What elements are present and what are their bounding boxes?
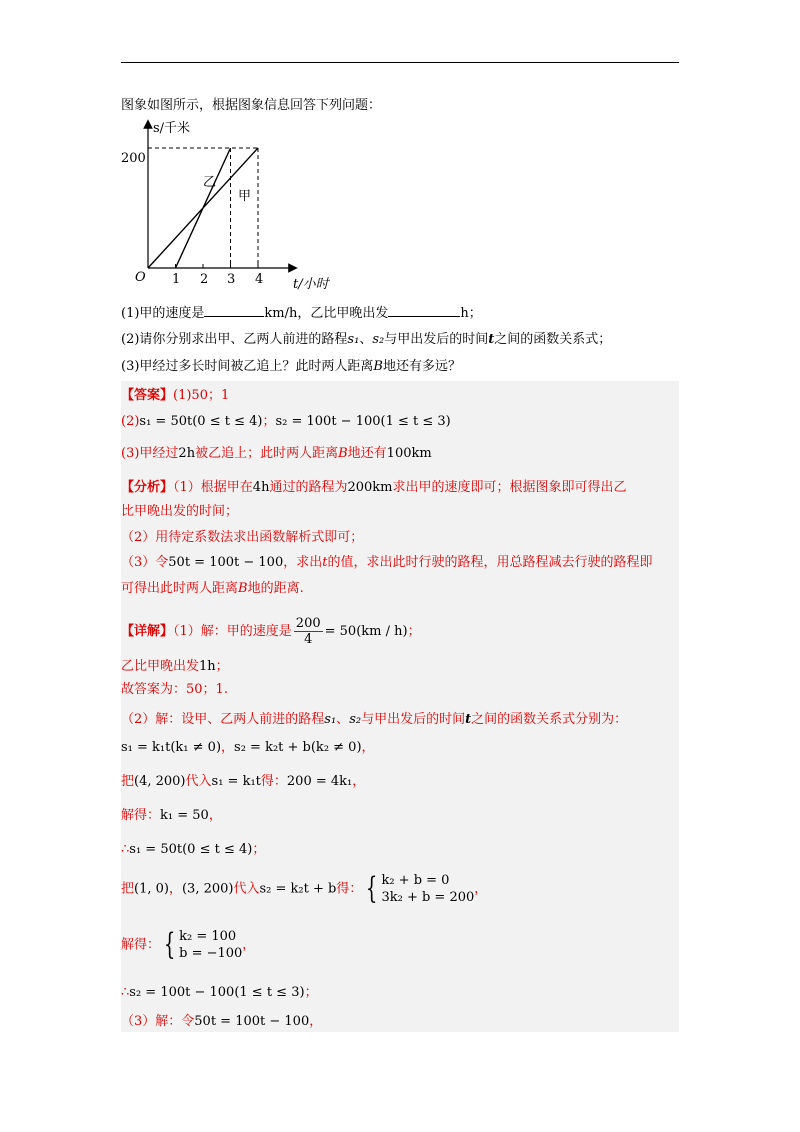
question-3: (3)甲经过多长时间被乙追上？此时两人距离B地还有多远？ [121, 359, 461, 374]
detail-line-2: 乙比甲晚出发1h； [121, 659, 229, 674]
x-tick-3: 3 [227, 272, 236, 287]
y-tick-200: 200 [121, 151, 146, 166]
answer-line-2: (2)s₁ = 50t(0 ≤ t ≤ 4)；s₂ = 100t − 100(1 ≤ t ≤ 3) [121, 414, 451, 429]
detail-line-12: （3）解：令50t = 100t − 100， [121, 1014, 323, 1029]
detail-line-4: （2）解：设甲、乙两人前进的路程s₁、s₂与甲出发后的时间t之间的函数关系式分别为： [121, 712, 628, 727]
question-1: (1)甲的速度是 km/h，乙比甲晚出发 h； [121, 302, 482, 324]
detail-line-5: s₁ = k₁t(k₁ ≠ 0)，s₂ = k₂t + b(k₂ ≠ 0)， [121, 740, 375, 755]
x-tick-1: 1 [172, 272, 181, 287]
detail-line-10: 解得： { k₂ = 100 b = −100 ， [121, 927, 256, 962]
detail-line-8: ∴s₁ = 50t(0 ≤ t ≤ 4)； [121, 842, 266, 857]
speed-fraction: $\frac{200}{4}$ [295, 616, 321, 647]
series-line-yi [176, 148, 231, 268]
line-yi-label: 乙 [203, 175, 217, 190]
answer-blank-1 [204, 302, 264, 317]
answer-blank-2 [388, 302, 460, 317]
detail-line-1: 【详解】（1）解：甲的速度是 $\frac{200}{4}$ = 50(km / h)； [121, 616, 421, 647]
detail-line-6: 把(4, 200)代入s₁ = k₁t得：200 = 4k₁， [121, 774, 366, 789]
detail-line-3: 故答案为：50；1. [121, 682, 228, 697]
analysis-line-4: （3）令50t = 100t − 100，求出t的值，求出此时行驶的路程，用总路程减去行驶的路程即 [121, 555, 653, 570]
origin-label: O [135, 270, 146, 285]
analysis-line-2: 比甲晚出发的时间； [121, 504, 239, 519]
answer-line-1: 【答案】(1)50；1 [121, 388, 230, 403]
answer-line-3: (3)甲经过2h被乙追上；此时两人距离B地还有100km [121, 446, 432, 461]
question-2: (2)请你分别求出甲、乙两人前进的路程s₁、s₂与甲出发后的时间t之间的函数关系式； [121, 332, 612, 347]
equation-system-1: k₂ + b = 0 3k₂ + b = 200 [381, 873, 475, 905]
distance-time-graph [121, 116, 329, 296]
detail-line-7: 解得：k₁ = 50， [121, 808, 222, 823]
x-tick-2: 2 [200, 272, 209, 287]
analysis-line-5: 可得出此时两人距离B地的距离. [121, 581, 304, 596]
detail-line-9: 把(1, 0)，(3, 200)代入s₂ = k₂t + b得： { k₂ + b = 0 3k₂ + b = 200 ， [121, 871, 488, 906]
x-tick-4: 4 [255, 272, 264, 287]
intro-text: 图象如图所示，根据图象信息回答下列问题： [121, 98, 382, 113]
analysis-line-1: 【分析】（1）根据甲在4h通过的路程为200km求出甲的速度即可；根据图象即可得出乙 [121, 480, 627, 495]
header-rule [121, 62, 679, 63]
detail-line-11: ∴s₂ = 100t − 100(1 ≤ t ≤ 3)； [121, 985, 318, 1000]
x-axis-label: t/小时 [293, 277, 329, 292]
equation-system-2: k₂ = 100 b = −100 [179, 929, 243, 961]
line-jia-label: 甲 [238, 189, 252, 204]
y-axis-label: s/千米 [153, 121, 191, 136]
analysis-line-3: （2）用待定系数法求出函数解析式即可； [121, 530, 364, 545]
